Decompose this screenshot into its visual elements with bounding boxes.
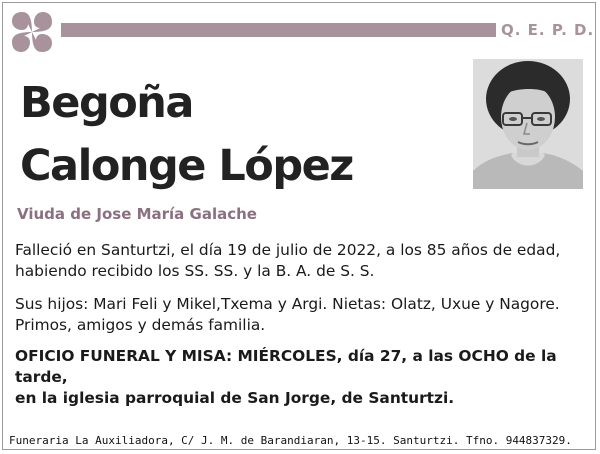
widow-of-subtitle: Viuda de Jose María Galache <box>17 205 257 223</box>
paragraph-line: OFICIO FUNERAL Y MISA: MIÉRCOLES, día 27, a las OCHO de la tarde, <box>15 347 557 386</box>
family-paragraph <box>15 294 590 336</box>
header-bar <box>61 23 496 37</box>
death-announcement-paragraph <box>15 240 590 282</box>
deceased-portrait-photo <box>473 59 583 189</box>
qepd-badge: Q. E. P. D. <box>501 21 595 39</box>
deceased-surnames: Calonge López <box>20 141 353 191</box>
funeral-home-footer: Funeraria La Auxiliadora, C/ J. M. de Barandiaran, 13-15. Santurtzi. Tfno. 944837329. <box>9 434 572 447</box>
lauburu-cross-icon <box>8 8 56 56</box>
paragraph-line: habiendo recibido los SS. SS. y la B. A. de S. S. <box>15 262 375 280</box>
deceased-first-name: Begoña <box>20 78 193 128</box>
funeral-service-paragraph <box>15 346 590 409</box>
paragraph-line: en la iglesia parroquial de San Jorge, de Santurtzi. <box>15 389 455 407</box>
paragraph-line: Sus hijos: Mari Feli y Mikel,Txema y Argi. Nietas: Olatz, Uxue y Nagore. <box>15 295 560 313</box>
paragraph-line: Falleció en Santurtzi, el día 19 de julio de 2022, a los 85 años de edad, <box>15 241 561 259</box>
paragraph-line: Primos, amigos y demás familia. <box>15 316 266 334</box>
